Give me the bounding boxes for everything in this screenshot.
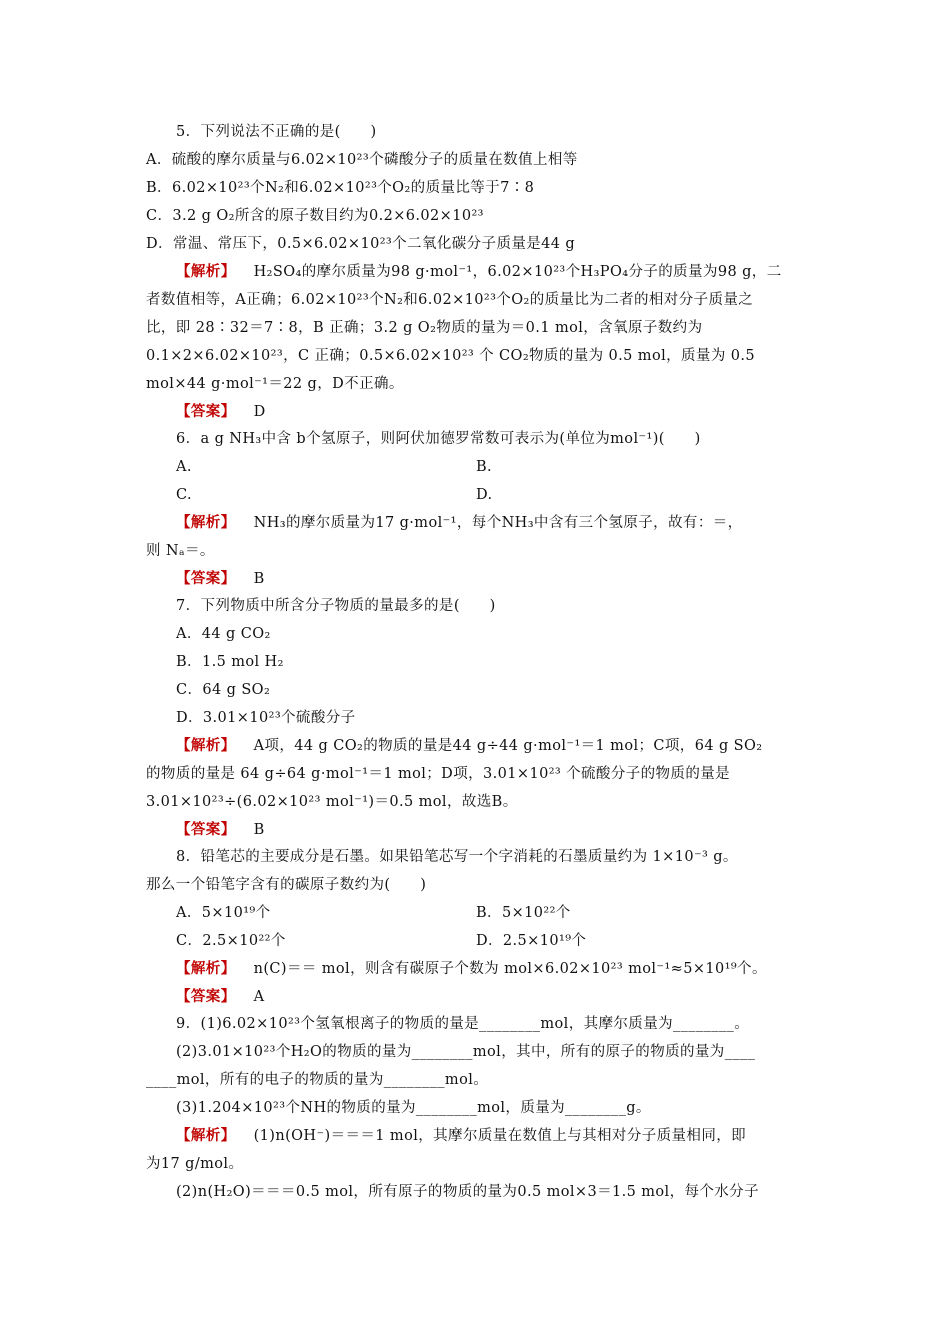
q9-part2-line-1: (2)3.01×10²³个H₂O的物质的量为________mol，其中，所有的原子的物质的量为____ [176, 1044, 756, 1060]
q7-analysis-line-2: 的物质的量是 64 g÷64 g·mol⁻¹＝1 mol；D项，3.01×10²³ 个硫酸分子的物质的量是 [146, 766, 731, 782]
q9-part3: (3)1.204×10²³个NH的物质的量为________mol，质量为________g。 [176, 1100, 651, 1116]
q7-option-a: A．44 g CO₂ [176, 626, 271, 642]
q5-option-b: B．6.02×10²³个N₂和6.02×10²³个O₂的质量比等于7∶8 [146, 180, 535, 196]
answer-label: 【答案】 [176, 570, 236, 587]
q7-option-b: B．1.5 mol H₂ [176, 654, 284, 670]
q8-answer: 【答案】 A [176, 988, 265, 1005]
q8-option-b: B．5×10²²个 [476, 905, 571, 921]
q5-analysis-line-4: 0.1×2×6.02×10²³，C 正确；0.5×6.02×10²³ 个 CO₂物质的量为 0.5 mol，质量为 0.5 [146, 348, 755, 364]
q6-option-d: D. [476, 487, 493, 503]
q8-stem-line-2: 那么一个铅笔字含有的碳原子数约为( ) [146, 877, 427, 893]
analysis-label: 【解析】 [176, 1127, 236, 1144]
q5-option-c: C．3.2 g O₂所含的原子数目约为0.2×6.02×10²³ [146, 208, 484, 224]
q7-option-c: C．64 g SO₂ [176, 682, 271, 698]
q8-analysis: 【解析】 n(C)＝＝ mol，则含有碳原子个数为 mol×6.02×10²³ mol⁻¹≈5×10¹⁹个。 [176, 960, 767, 977]
q9-analysis-line-2: 为17 g/mol。 [146, 1156, 244, 1172]
q9-analysis-line-1: 【解析】 (1)n(OH⁻)＝＝＝1 mol，其摩尔质量在数值上与其相对分子质量相同，即 [176, 1127, 747, 1144]
q9-analysis-line-3: (2)n(H₂O)＝＝＝0.5 mol，所有原子的物质的量为0.5 mol×3＝1.5 mol，每个水分子 [176, 1184, 759, 1200]
q5-analysis-line-2: 者数值相等，A正确；6.02×10²³个N₂和6.02×10²³个O₂的质量比为二者的相对分子质量之 [146, 292, 754, 308]
q8-option-d: D．2.5×10¹⁹个 [476, 933, 587, 949]
q8-stem-line-1: 8．铅笔芯的主要成分是石墨。如果铅笔芯写一个字消耗的石墨质量约为 1×10⁻³ g。 [176, 849, 738, 865]
q5-answer: 【答案】 D [176, 403, 266, 420]
answer-label: 【答案】 [176, 403, 236, 420]
q9-part2-line-2: ____mol，所有的电子的物质的量为________mol。 [146, 1072, 489, 1088]
q5-analysis-line-1: 【解析】 H₂SO₄的摩尔质量为98 g·mol⁻¹，6.02×10²³个H₃PO₄分子的质量为98 g，二 [176, 263, 782, 280]
q6-answer: 【答案】 B [176, 570, 265, 587]
answer-label: 【答案】 [176, 821, 236, 838]
analysis-label: 【解析】 [176, 737, 236, 754]
q8-option-a: A．5×10¹⁹个 [176, 905, 271, 921]
q5-option-a: A．硫酸的摩尔质量与6.02×10²³个磷酸分子的质量在数值上相等 [146, 152, 578, 168]
q7-option-d: D．3.01×10²³个硫酸分子 [176, 710, 356, 726]
q7-analysis-line-1: 【解析】 A项，44 g CO₂的物质的量是44 g÷44 g·mol⁻¹＝1 mol；C项，64 g SO₂ [176, 737, 763, 754]
q6-analysis-line-2: 则 Nₐ＝。 [146, 543, 215, 559]
q8-option-c: C．2.5×10²²个 [176, 933, 286, 949]
q6-option-b: B. [476, 459, 493, 475]
q5-stem: 5．下列说法不正确的是( ) [176, 124, 377, 140]
q5-option-d: D．常温、常压下，0.5×6.02×10²³个二氧化碳分子质量是44 g [146, 236, 576, 252]
q6-option-a: A. [176, 459, 192, 475]
q5-analysis-line-5: mol×44 g·mol⁻¹＝22 g，D不正确。 [146, 376, 404, 392]
q7-stem: 7．下列物质中所含分子物质的量最多的是( ) [176, 598, 496, 614]
q7-answer: 【答案】 B [176, 821, 265, 838]
analysis-label: 【解析】 [176, 960, 236, 977]
analysis-label: 【解析】 [176, 514, 236, 531]
q5-analysis-line-3: 比，即 28∶32＝7∶8，B 正确；3.2 g O₂物质的量为＝0.1 mol，含氧原子数约为 [146, 320, 703, 336]
q9-stem: 9．(1)6.02×10²³个氢氧根离子的物质的量是________mol，其摩尔质量为________。 [176, 1016, 750, 1032]
q6-option-c: C. [176, 487, 192, 503]
q6-analysis-line-1: 【解析】 NH₃的摩尔质量为17 g·mol⁻¹，每个NH₃中含有三个氢原子，故有：＝， [176, 514, 743, 531]
analysis-label: 【解析】 [176, 263, 236, 280]
q6-stem: 6．a g NH₃中含 b个氢原子，则阿伏加德罗常数可表示为(单位为mol⁻¹)( ) [176, 431, 701, 447]
q7-analysis-line-3: 3.01×10²³÷(6.02×10²³ mol⁻¹)＝0.5 mol，故选B。 [146, 794, 518, 810]
answer-label: 【答案】 [176, 988, 236, 1005]
